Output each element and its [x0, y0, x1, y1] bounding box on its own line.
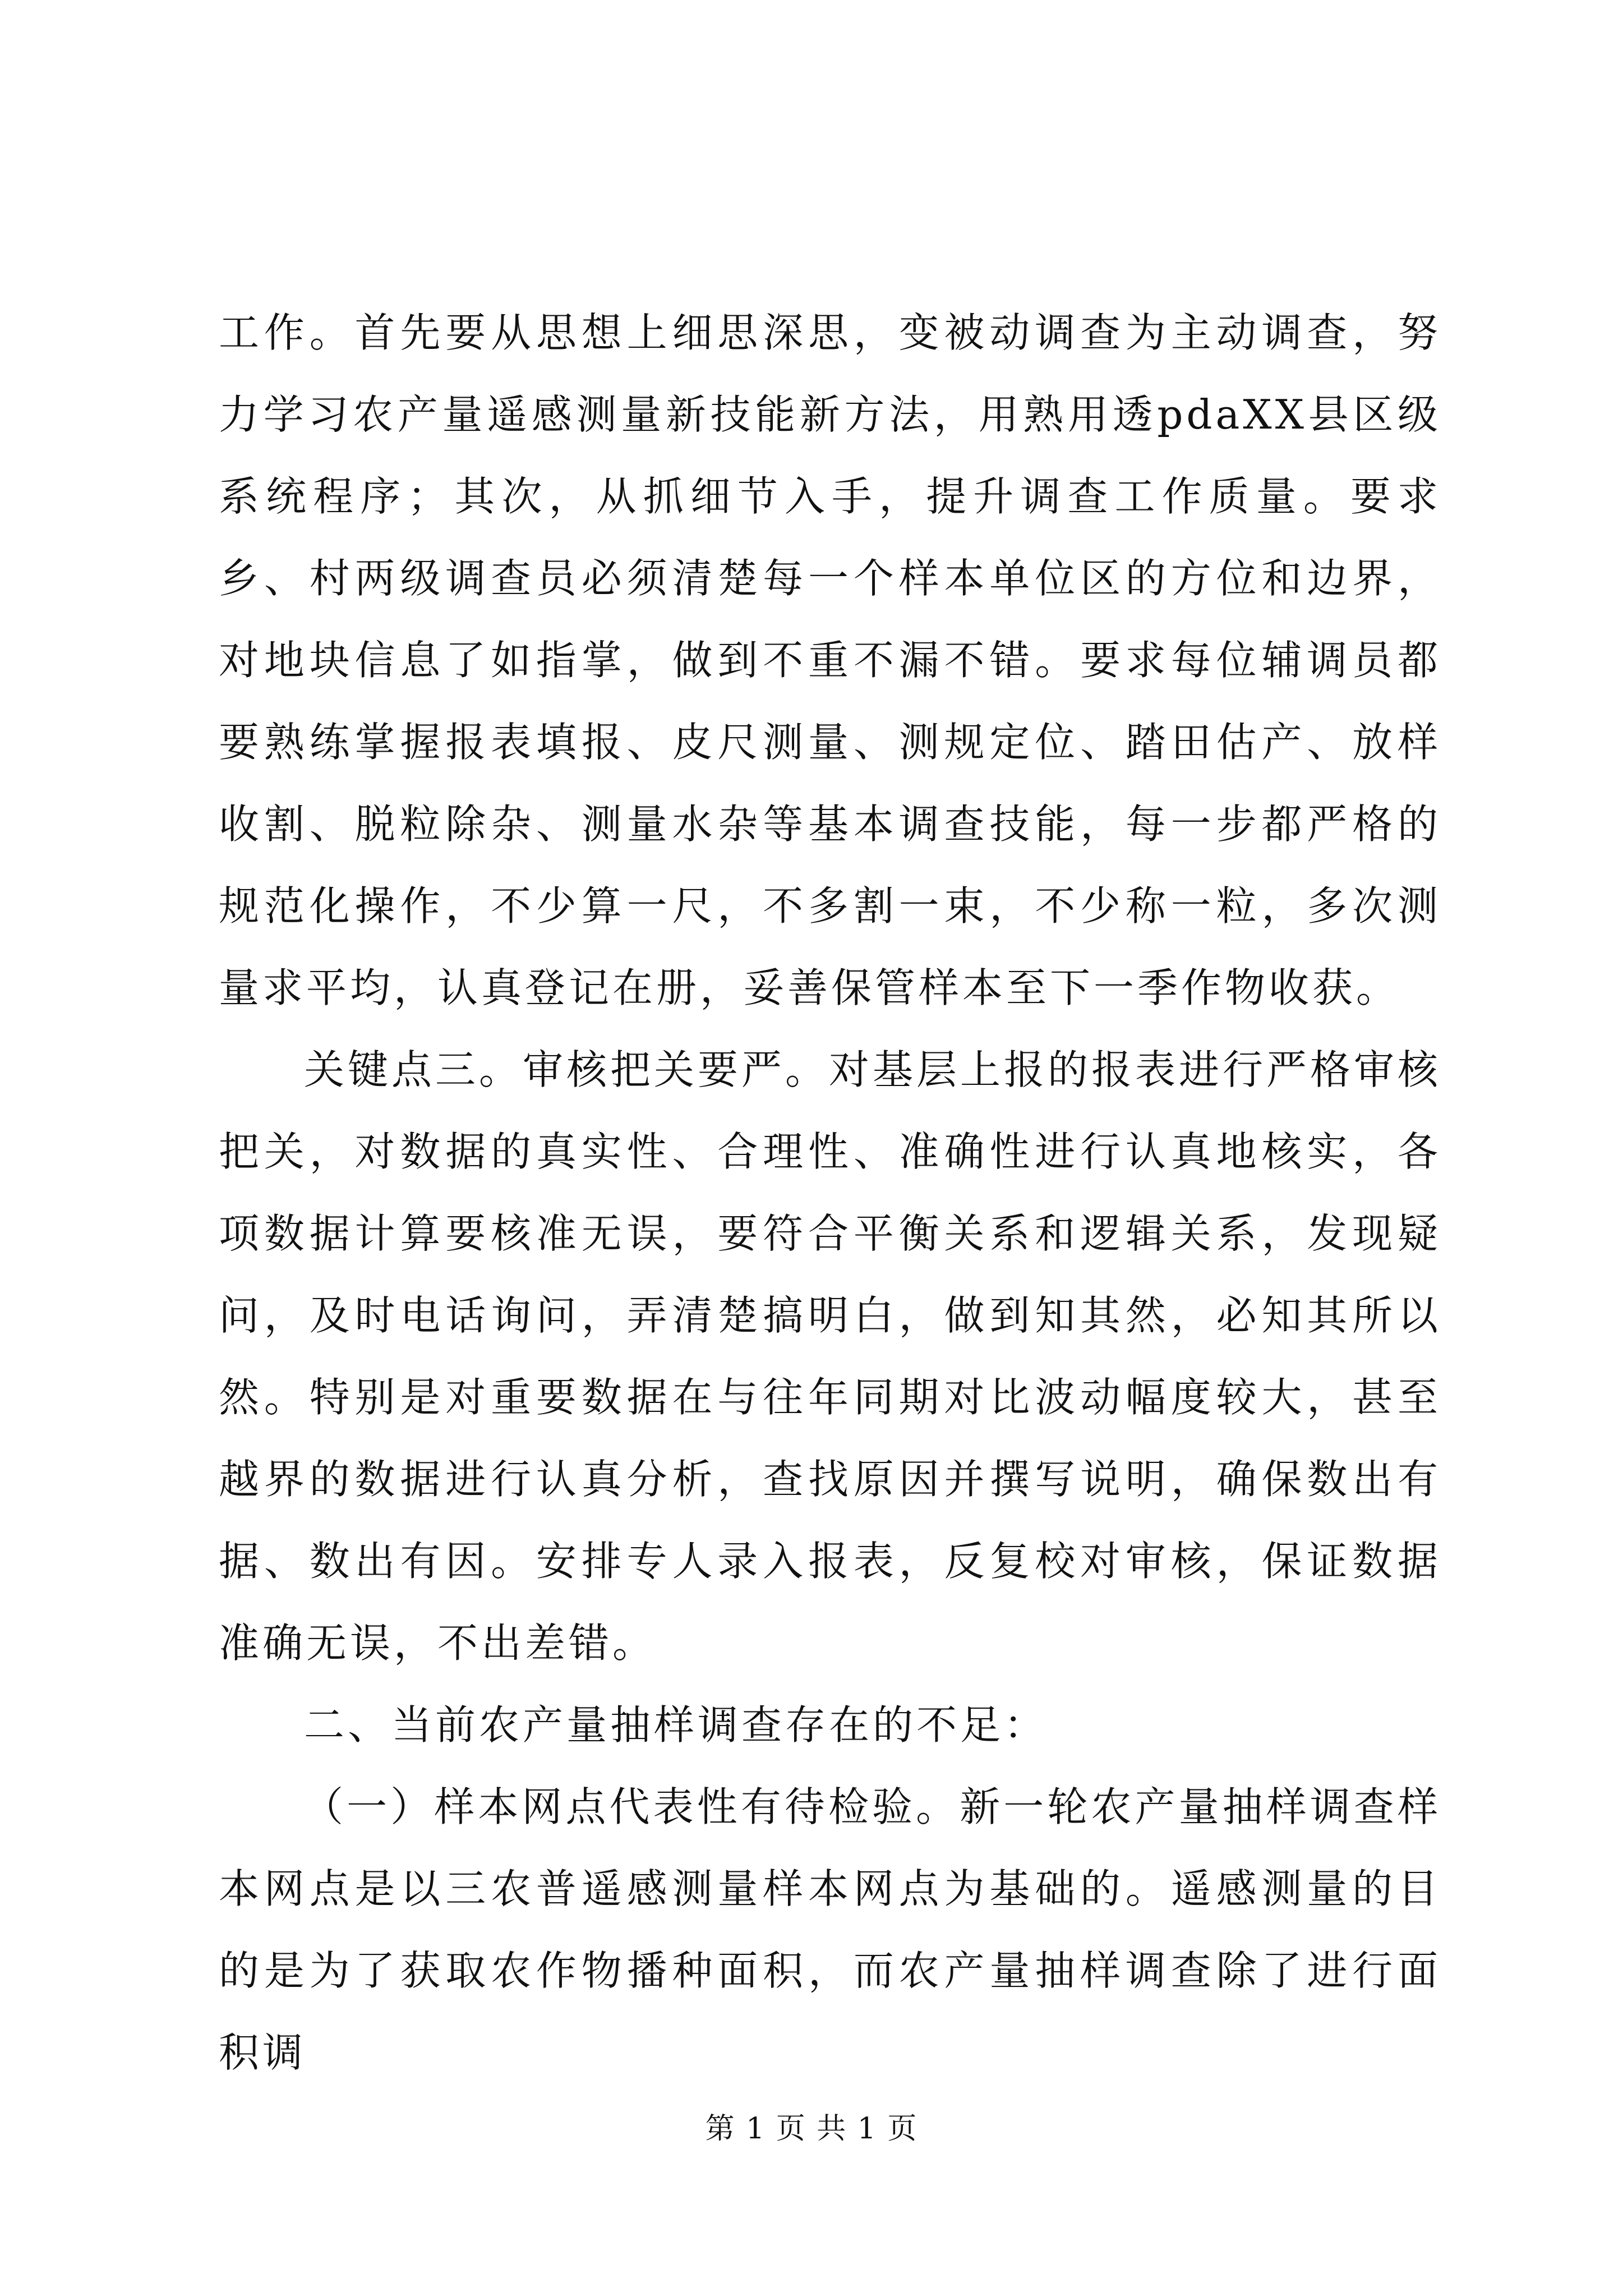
paragraph-key-point-three: 关键点三。审核把关要严。对基层上报的报表进行严格审核把关，对数据的真实性、合理性、准确性进行认真地核实，各项数据计算要核准无误，要符合平衡关系和逻辑关系，发现疑问，及时电话询问，弄清楚搞明白，做到知其然，必知其所以然。特别是对重要数据在与往年同期对比波动幅度较大，甚至越界的数据进行认真分析，查找原因并撰写说明，确保数出有据、数出有因。安排专人录入报表，反复校对审核，保证数据准确无误，不出差错。 — [219, 1046, 1442, 1667]
section-heading-shortcomings: 二、当前农产量抽样调查存在的不足： — [304, 1701, 1048, 1749]
paragraph-sample-representativeness: （一）样本网点代表性有待检验。新一轮农产量抽样调查样本网点是以三农普遥感测量样本网点为基础的。遥感测量的目的是为了获取农作物播种面积，而农产量抽样调查除了进行面积调 — [219, 1783, 1441, 2076]
document-body — [219, 292, 1441, 2093]
paragraph-continuation: 工作。首先要从思想上细思深思，变被动调查为主动调查，努力学习农产量遥感测量新技能新方法，用熟用透pdaXX县区级系统程序；其次，从抓细节入手，提升调查工作质量。要求乡、村两级调查员必须清楚每一个样本单位区的方位和边界，对地块信息了如指掌，做到不重不漏不错。要求每位辅调员都要熟练掌握报表填报、皮尺测量、测规定位、踏田估产、放样收割、脱粒除杂、测量水杂等基本调查技能，每一步都严格的规范化操作，不少算一尺，不多割一束，不少称一粒，多次测量求平均，认真登记在册，妥善保管样本至下一季作物收获。 — [219, 309, 1441, 1011]
page-footer: 第 1 页 共 1 页 — [705, 2112, 918, 2146]
